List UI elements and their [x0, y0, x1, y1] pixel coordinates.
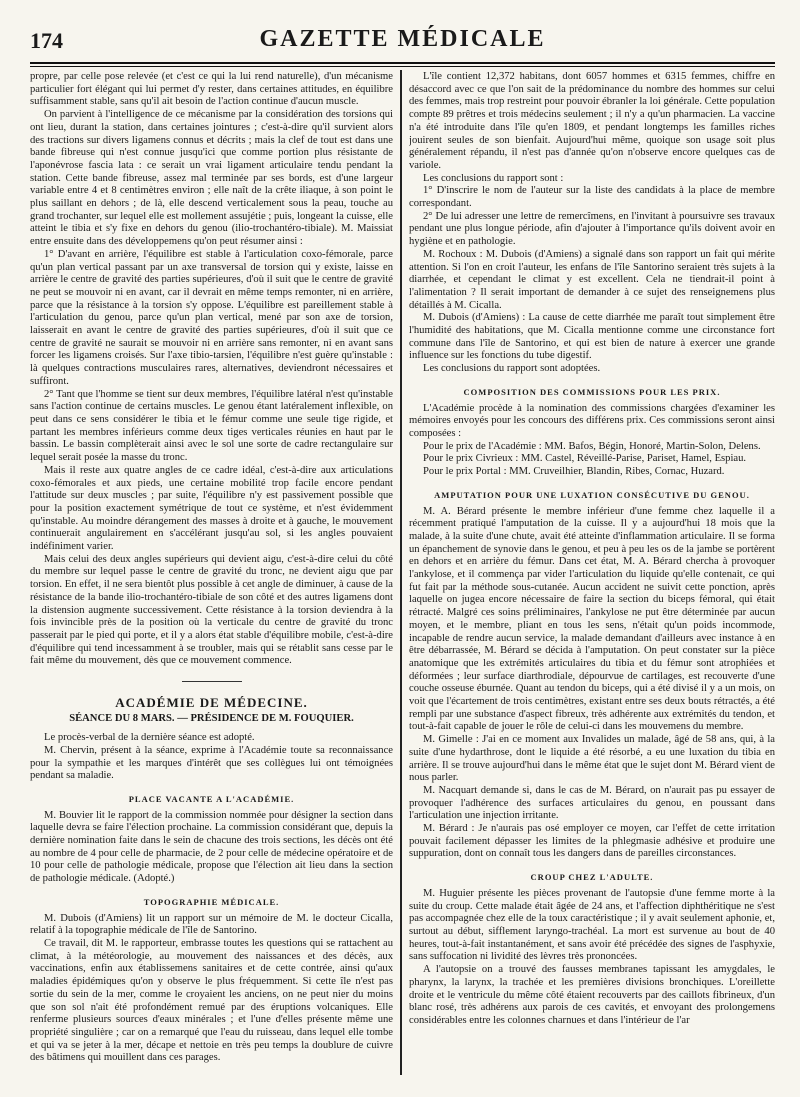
paragraph: L'Académie procède à la nomination des commissions chargées d'examiner les mémoires envoyés pour les concours des différens prix. Ces commissions seront ainsi composées :: [409, 402, 775, 439]
section-title-place-vacante: PLACE VACANTE A L'ACADÉMIE.: [128, 793, 295, 804]
paragraph: Ce travail, dit M. le rapporteur, embrasse toutes les questions qui se rattachent au climat, à la météorologie, au mouvement des naissances et des décès, aux vaccinations, enfin aux établissemens sanitaires et de cette contrée, ainsi qu'aux maladies épidémiques qu'on y observe le plus fréquemment. Si cette île n'est pas sortie du sein de la mer, comme le croyaient les anciens, on ne peut nier du moins que son sol n'ait été profondément remué par des éruptions volcaniques. Elle renferme plusieurs sources d'eaux minérales ; et l'une d'elles présente même une propriété singulière ; car on a remarqué que l'eau du ruisseau, dans lequel elle tombe et qui va se jeter à la mer, décape et nettoie en très peu temps la doublure de cuivre des bâtimens qui mouillent dans ces parages.: [30, 938, 393, 1064]
paragraph: 1° D'inscrire le nom de l'auteur sur la liste des candidats à la place de membre correspondant.: [409, 185, 775, 210]
paragraph: propre, par celle pose relevée (et c'est ce qui la lui rend naturelle), d'un mécanisme particulier fort élégant qui lui permet d'y rester, dans certaines attitudes, en équilibre suffisamment stable, sans qu'il ait besoin de l'action continue d'aucun muscle.: [30, 71, 393, 108]
header-rule-thin: [30, 66, 775, 67]
paragraph: M. Huguier présente les pièces provenant de l'autopsie d'une femme morte à la suite du croup. Cette malade était âgée de 24 ans, et l'affection diphthéritique ne s'est pas accompagnée chez elle de la toux caractéristique ; il y avait seulement aphonie, et, surtout au début, sifflement laryngo-trachéal. La mort est survenue au bout de 40 heures, tout-à-fait instantanément, et sans avoir été précédée des signes de l'asphyxie, sans suffocation ni lividité des lèvres très prononcées.: [409, 887, 775, 963]
paragraph: M. Chervin, présent à la séance, exprime à l'Académie toute sa reconnaissance pour la sympathie et les marques d'intérêt que ses collègues lui ont témoignées pendant sa maladie.: [30, 744, 393, 782]
paragraph: On parvient à l'intelligence de ce mécanisme par la considération des torsions qui ont lieu, durant la station, dans certaines jointures ; c'est-à-dire qu'il survient alors des tractions sur divers ligamens connus et décrits ; mais la clef de tout est dans une bande fibreuse qui n'est connue jusqu'ici que comme portion plus résistante de l'aponévrose fascia lata : ce serait un vrai ligament articulaire tendu pendant la station. Cette bande fibreuse, assez mal terminée par ses bords, est d'une largeur variable entre 4 et 8 centimètres environ ; elle naît de la crête iliaque, à son point le plus saillant en dehors ; de là, elle descend verticalement sous la peau, touche au grand trochanter, sur lequel elle est mollement assujétie ; puis, longeant la cuisse, elle atteint le tibia et s'y fixe en dehors du genou (ilio-trochantéro-tibiale). M. Maissiat entre ensuite dans des développemens qu'on peut résumer ainsi :: [30, 109, 393, 248]
masthead-title: GAZETTE MÉDICALE: [259, 26, 546, 52]
paragraph: Le procès-verbal de la dernière séance est adopté.: [44, 732, 255, 744]
paragraph: A l'autopsie on a trouvé des fausses membranes tapissant les amygdales, le pharynx, la larynx, la trachée et les premières divisions bronchiques. L'oreillette droite et le ventricule du même côté étaient recouverts par des caillots fibrineux, d'un blanc rosé, très adhérens aux parois de ces cavités, et envoyant des prolongemens considérables entre les colonnes charnues et dans l'intérieur de l'ar: [409, 964, 775, 1026]
left-column: [30, 71, 393, 1073]
paragraph: Mais celui des deux angles supérieurs qui devient aigu, c'est-à-dire celui du côté du membre sur lequel passe le centre de gravité du tronc, ne devient aigu que par torsion. En effet, il ne sera bientôt plus possible à cet angle de diminuer, à cause de la résistance de la bande ilio-trochantéro-tibiale de son côté et des autres ligamens dont la distension augmente successivement. Cette résistance à la torsion deviendra à la fois invincible près de la position où la verticale du centre de gravité du tronc passerait par le pied qui porte, et il y a alors état stable d'équilibre mobile, c'est-à-dire d'équilibre qui tend incessamment à se troubler, mais qui se rétablit sans cesse par le fait même du mouvement, dès que ce mouvement commence.: [30, 553, 393, 667]
paragraph: Mais il reste aux quatre angles de ce cadre idéal, c'est-à-dire aux articulations coxo-fémorales et aux pieds, une certaine mobilité trop facile encore pendant l'attitude sur deux muscles ; par suite, l'équilibre n'y est passivement possible que pour la position exactement symétrique de tout ce système, et n'est évidemment qu'instable. Au moindre dérangement des masses à droite et à gauche, le mouvement continuerait angulairement en s'accélérant jusqu'au sol, si les angles pouvaient indéfiniment varier.: [30, 464, 393, 553]
paragraph: Les conclusions du rapport sont adoptées.: [423, 363, 601, 375]
paragraph: M. Bérard : Je n'aurais pas osé employer ce moyen, car l'effet de cette irritation pouvait facilement dépasser les limites de la phlegmasie adhésive et produire une suppuration, dont on connaît tous les dangers dans de pareilles circonstances.: [409, 823, 775, 860]
header-rule: [30, 62, 775, 64]
paragraph: M. Bouvier lit le rapport de la commission nommée pour désigner la section dans laquelle devra se faire l'élection prochaine. La commission considérant que, depuis la dernière nomination faite dans le sein de chacune des trois sections, les décès ont été au nombre de 4 pour celle de pharmacie, de 2 pour celle de médecine opératoire et de 10 pour celle de pathologie médicale, propose que l'élection ait lieu dans la section de pathologie médicale. (Adopté.): [30, 809, 393, 885]
section-title-academie: ACADÉMIE DE MÉDECINE.: [115, 694, 308, 710]
paragraph: M. Nacquart demande si, dans le cas de M. Bérard, on n'aurait pas pu essayer de provoquer l'adhérence des surfaces articulaires du genou, en poussant dans l'articulation une injection irritante.: [409, 784, 775, 822]
paragraph: M. A. Bérard présente le membre inférieur d'une femme chez laquelle il a récemment pratiqué l'amputation de la cuisse. Il y a aujourd'hui 18 mois que la malade, à la suite d'une chute, avait été atteinte d'inflammation articulaire. Il se forma un épanchement de synovie dans le genou, et peu à peu les os de la jambe se portèrent en dehors et en arrière du fémur. Dans cet état, M. A. Bérard chercha à provoquer l'ankylose, et il commença par vider l'articulation du liquide qu'elle contenait, ce qui fut fait par la méthode sous-cutanée. Aucun accident ne suivit cette ponction, après laquelle on jugea encore nécessaire de faire la section du biceps fémoral, qui était rétracté. Malgré ces soins préliminaires, l'ankylose ne put être déterminée par aucun moyen, et le membre, pliant en tous les sens, n'était qu'un poids incommode, incapable de rendre aucun service, la malade demandant d'ailleurs avec instance à en être débarrassée, M. Bérard se décida à l'amputation. On peut constater sur la pièce anatomique que les extrémités articulaires du tibia et du fémur sont atrophiées et déformées ; leur surface diarthrodiale, dépourvue de cartilages, est recouverte d'une couche osseuse éburnée. Quant au tendon du biceps, qui a été divisé il y a un mois, on voit que l'écartement de trois centimètres, existant entre ses deux bouts rétractés, a été rempli par une substance d'aspect fibreux, très adhérente aux extrémités du tendon, et tout-à-fait capable de jouer le rôle de celui-ci dans les mouvemens du membre.: [409, 505, 775, 733]
paragraph: M. Dubois (d'Amiens) lit un rapport sur un mémoire de M. le docteur Cicalla, relatif à la topographie médicale de l'île de Santorino.: [30, 912, 393, 937]
paragraph: M. Rochoux : M. Dubois (d'Amiens) a signalé dans son rapport un fait qui mérite attention. Si l'on en croit l'auteur, les enfans de l'île Santorino seraient très sujets à la diarrhée, et cependant le climat y est excellent. Cela ne tiendrait-il point à l'alimentation ? Il serait important de demander à ce sujet des renseignemens plus détaillés à M. Cicalla.: [409, 248, 775, 311]
paragraph: M. Gimelle : J'ai en ce moment aux Invalides un malade, âgé de 58 ans, qui, à la suite d'une hydarthrose, dont le liquide a été résorbé, a eu une luxation du tibia en arrière. Il se trouve aujourd'hui dans le même état que le sujet dont M. Bérard vient de nous parler.: [409, 734, 775, 784]
paragraph: 1° D'avant en arrière, l'équilibre est stable à l'articulation coxo-fémorale, parce qu'un plan vertical passant par un axe transversal de torsion qui y existe, laisse en arrière le centre de gravité des parties supérieures, d'où il suit que le centre de gravité ne peut se mouvoir ni en avant, car il devrait en même temps remonter, ni en arrière, parce que la résistance à la torsion s'y oppose. L'équilibre est pareillement stable à l'articulation du genou, parce qu'un plan vertical, mené par son axe de torsion, laisserait en avant le centre de gravité des parties supérieures, d'où il suit que ce centre de gravité ne saurait se mouvoir ni en arrière sans remonter, ni en avant sans forcer les ligamens croisés. Sur l'axe tibio-tarsien, l'équilibre n'est guère qu'instable : là quelques contractions musculaires rares, alternatives, deviendront nécessaires et suffiront.: [30, 248, 393, 387]
paragraph: 2° De lui adresser une lettre de remercîmens, en l'invitant à poursuivre ses travaux pendant une plus longue période, afin d'ajouter à l'importance qu'ils doivent avoir en hygiène et en pathologie.: [409, 210, 775, 248]
paragraph: Pour le prix Portal : MM. Cruveilhier, Blandin, Ribes, Cornac, Huzard.: [423, 466, 725, 478]
paragraph: M. Dubois (d'Amiens) : La cause de cette diarrhée me paraît tout simplement être l'humidité des habitations, que M. Cicalla mentionne comme une circonstance fort commune dans l'île de Santorino, et qui est bien de nature à exercer une grande influence sur les fonctions du tube digestif.: [409, 312, 775, 362]
section-title-topographie: TOPOGRAPHIE MÉDICALE.: [143, 896, 280, 907]
session-header: SÉANCE DU 8 MARS. — PRÉSIDENCE DE M. FOUQUIER.: [69, 713, 354, 725]
separator: [30, 674, 393, 687]
section-title-commissions: COMPOSITION DES COMMISSIONS POUR LES PRIX.: [463, 386, 721, 397]
paragraph: Pour le prix Civrieux : MM. Castel, Réveillé-Parise, Pariset, Hamel, Espiau.: [423, 453, 747, 465]
page-number: 174: [30, 28, 63, 53]
page-header: [30, 26, 775, 60]
section-title-croup: CROUP CHEZ L'ADULTE.: [530, 872, 654, 883]
column-divider: [400, 70, 402, 1075]
paragraph: Les conclusions du rapport sont :: [423, 172, 564, 184]
paragraph: Pour le prix de l'Académie : MM. Bafos, Bégin, Honoré, Martin-Solon, Delens.: [423, 440, 761, 452]
paragraph: 2° Tant que l'homme se tient sur deux membres, l'équilibre latéral n'est qu'instable sans l'action continue de certains muscles. Le genou étant latéralement inflexible, on peut dans ce sens considérer le tibia et le fémur comme une seule tige rigide, et partant les membres inférieurs comme deux tiges verticales réunies en haut par le bassin. Le bassin complèterait ainsi avec le sol une sorte de cadre rectangulaire sur lequel serait posée la masse du tronc.: [30, 388, 393, 464]
paragraph: L'île contient 12,372 habitans, dont 6057 hommes et 6315 femmes, chiffre en désaccord avec ce que l'on sait de la prédominance du nombre des hommes sur celui des femmes, mais trop restreint pour pouvoir ébranler la loi générale. Cette population compte 89 prêtres et trois médecins seulement ; il n'y a qu'un pharmacien. La vaccine n'a été introduite dans l'île qu'en 1809, et pendant longtemps les familles riches jouirent seules de son bienfait. Aujourd'hui même, quoique son usage soit plus généralement répandu, il n'est pas d'année qu'on n'observe encore quelques cas de variole.: [409, 71, 775, 171]
section-title-amputation: AMPUTATION POUR UNE LUXATION CONSÉCUTIVE DU GENOU.: [434, 489, 750, 500]
right-column: [409, 71, 775, 1073]
